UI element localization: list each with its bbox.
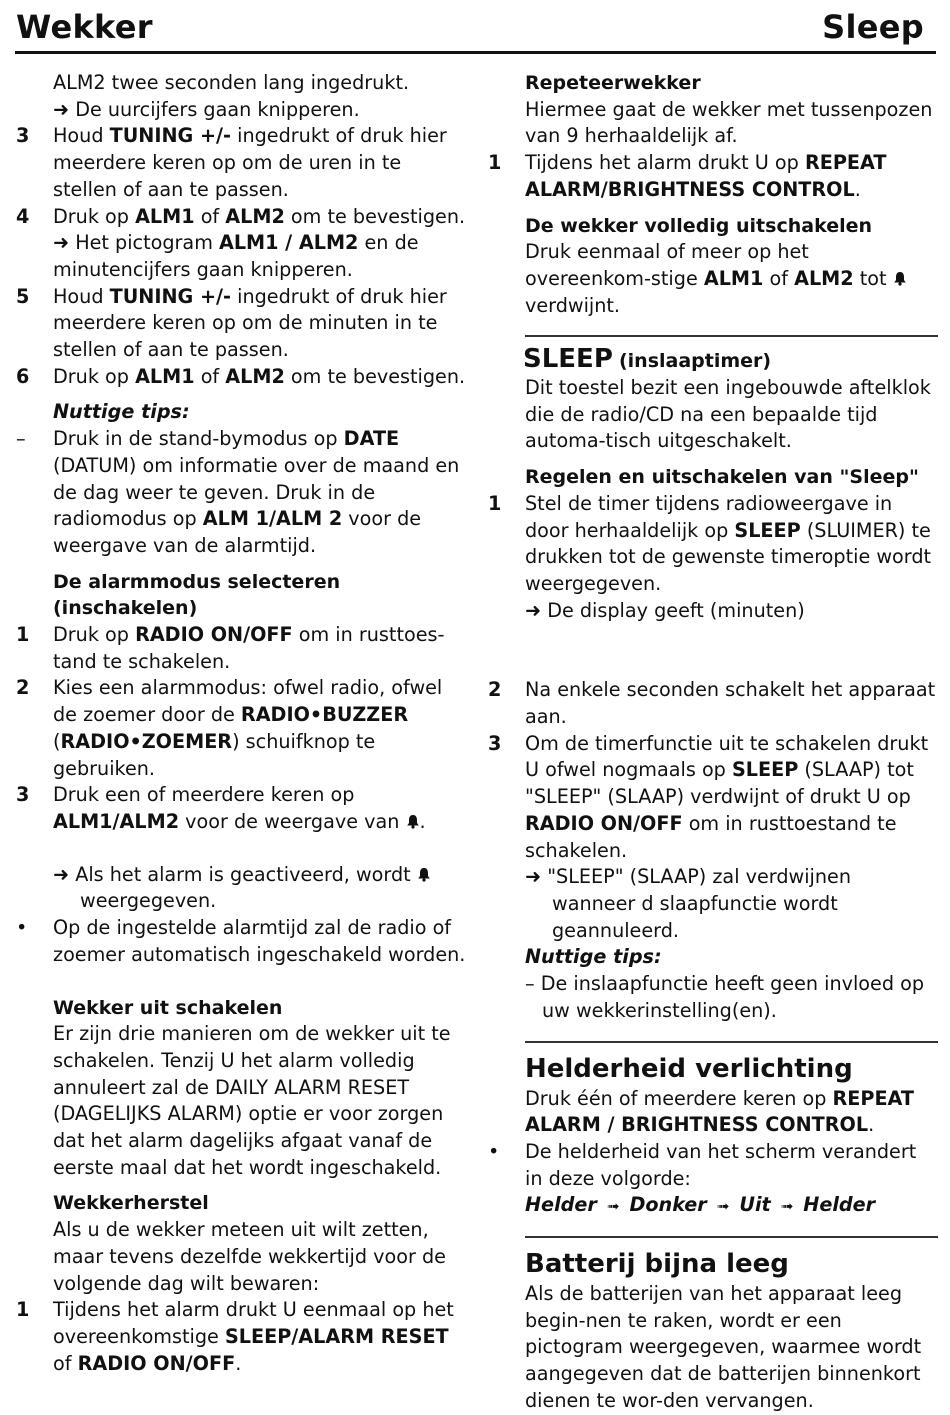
alarm-reset-text: Als u de wekker meteen uit wilt zetten, maar tevens dezelfde wekkertijd voor de volgende dag wilt bewaren: bbox=[53, 1218, 446, 1295]
thin-arrow-icon: ➟ bbox=[780, 1197, 794, 1216]
arrow-note: ➜ Het pictogram ALM1 / ALM2 en de minutencijfers gaan knipperen. bbox=[53, 231, 419, 281]
arrow-note: ➜ De uurcijfers gaan knipperen. bbox=[53, 97, 360, 121]
tips-heading: Nuttige tips: bbox=[53, 400, 190, 424]
right-column bbox=[488, 70, 938, 1415]
repeat-text: Hiermee gaat de wekker met tussenpozen van 9 herhaaldelijk af. bbox=[525, 97, 933, 148]
arrow-right-icon: ➜ bbox=[53, 862, 70, 886]
step-6: 6 Druk op ALM1 of ALM2 om te bevestigen. bbox=[16, 364, 466, 388]
section-heading-alarm-reset: Wekkerherstel bbox=[53, 1192, 209, 1215]
tips-heading: Nuttige tips: bbox=[525, 945, 662, 969]
battery-text: Als de batterijen van het apparaat leeg begin-nen te raken, wordt er een pictogram weergegeven, waarmee wordt aangegeven dat de batterijen binnenkort dienen te wor-den vervangen. bbox=[525, 1282, 922, 1412]
bell-icon bbox=[406, 814, 420, 829]
section-heading-repeat: Repeteerwekker bbox=[525, 72, 701, 94]
header-title-left: Wekker bbox=[16, 8, 153, 46]
thin-arrow-icon: ➟ bbox=[606, 1197, 620, 1216]
alarm-step-1: 1 Druk op RADIO ON/OFF om in rusttoes-tand te schakelen. bbox=[16, 623, 445, 673]
bullet-item: • Op de ingestelde alarmtijd zal de radio of zoemer automatisch ingeschakeld worden. bbox=[16, 916, 466, 966]
arrow-right-icon: ➜ bbox=[53, 97, 70, 121]
brightness-sequence: Helder ➟ Donker ➟ Uit ➟ Helder bbox=[525, 1193, 876, 1217]
bell-icon bbox=[893, 271, 907, 286]
arrow-note: ➜ "SLEEP" (SLAAP) zal verdwijnen wanneer d slaapfunctie wordt geannuleerd. bbox=[525, 865, 851, 942]
tip-item: – De inslaapfunctie heeft geen invloed op uw wekkerinstelling(en). bbox=[525, 972, 925, 1022]
header-title-right: Sleep bbox=[822, 8, 924, 46]
sleep-text: Dit toestel bezit een ingebouwde aftelklok die de radio/CD na een bepaalde tijd automa-tisch uitgeschakelt. bbox=[525, 376, 931, 453]
section-heading-alarm-off: Wekker uit schakelen bbox=[53, 996, 283, 1019]
full-off-text: Druk eenmaal of meer op het overeenkom-stige ALM1 of ALM2 tot verdwijnt. bbox=[488, 239, 938, 319]
reset-step-1: 1 Tijdens het alarm drukt U eenmaal op het overeenkomstige SLEEP/ALARM RESET of RADIO ON/OFF. bbox=[16, 1298, 454, 1375]
continued-line: ALM2 twee seconden lang ingedrukt. bbox=[53, 71, 410, 94]
thin-arrow-icon: ➟ bbox=[716, 1197, 730, 1216]
bell-icon bbox=[417, 867, 431, 882]
arrow-right-icon: ➜ bbox=[53, 231, 70, 255]
brightness-text: Druk één of meerdere keren op REPEAT ALARM / BRIGHTNESS CONTROL. bbox=[525, 1086, 914, 1137]
alarm-step-3: 3 Druk een of meerdere keren op ALM1/ALM2 voor de weergave van . bbox=[16, 783, 426, 833]
alarm-step-2: 2 Kies een alarmmodus: ofwel radio, ofwel de zoemer door de RADIO•BUZZER (RADIO•ZOEMER) schuifknop te gebruiken. bbox=[16, 676, 443, 780]
left-column bbox=[16, 70, 466, 1377]
section-heading-alarm-mode: De alarmmodus selecteren (inschakelen) bbox=[53, 570, 341, 620]
section-heading-full-off: De wekker volledig uitschakelen bbox=[525, 214, 873, 237]
arrow-note: ➜ Als het alarm is geactiveerd, wordt weergegeven. bbox=[16, 862, 466, 915]
arrow-right-icon: ➜ bbox=[525, 598, 542, 622]
sleep-step-1: 1 Stel de timer tijdens radioweergave in door herhaaldelijk op SLEEP (SLUIMER) te drukken tot de gewenste timeroptie wordt weergegeven. bbox=[488, 491, 932, 595]
header-rule bbox=[15, 51, 936, 54]
step-4: 4 Druk op ALM1 of ALM2 om te bevestigen. bbox=[16, 204, 466, 228]
sleep-step-3: 3 Om de timerfunctie uit te schakelen drukt U ofwel nogmaals op SLEEP (SLAAP) tot "SLEEP" (SLAAP) verdwijnt of drukt U op RADIO ON/OFF om in rusttoestand te schakelen. bbox=[488, 731, 929, 862]
alarm-off-text: Er zijn drie manieren om de wekker uit te schakelen. Tenzij U het alarm volledig annuleert zal de DAILY ALARM RESET (DAGELIJKS ALARM) optie er voor zorgen dat het alarm dagelijks afgaat vanaf de eerste maal dat het wordt ingeschakeld. bbox=[53, 1022, 451, 1179]
step-3: 3 Houd TUNING +/- ingedrukt of druk hier meerdere keren op om de uren in te stellen of aan te passen. bbox=[16, 124, 447, 201]
arrow-note: ➜ De display geeft (minuten) bbox=[525, 598, 805, 622]
section-heading-sleep-set: Regelen en uitschakelen van "Sleep" bbox=[525, 466, 919, 489]
tip-item: – Druk in de stand-bymodus op DATE (DATUM) om informatie over de maand en de dag weer te geven. Druk in de radiomodus op ALM 1/ALM 2 voor de weergave van de alarmtijd. bbox=[16, 427, 460, 557]
section-heading-sleep: SLEEP (inslaaptimer) bbox=[523, 344, 772, 375]
repeat-step-1: 1 Tijdens het alarm drukt U op REPEAT ALARM/BRIGHTNESS CONTROL. bbox=[488, 151, 887, 201]
section-heading-brightness: Helderheid verlichting bbox=[525, 1053, 853, 1084]
section-heading-battery: Batterij bijna leeg bbox=[525, 1249, 789, 1280]
step-5: 5 Houd TUNING +/- ingedrukt of druk hier meerdere keren op om de minuten in te stellen of aan te passen. bbox=[16, 284, 447, 362]
arrow-right-icon: ➜ bbox=[525, 865, 542, 889]
sleep-step-2: 2 Na enkele seconden schakelt het apparaat aan. bbox=[488, 678, 936, 729]
bullet-item: • De helderheid van het scherm verandert in deze volgorde: bbox=[488, 1139, 917, 1190]
